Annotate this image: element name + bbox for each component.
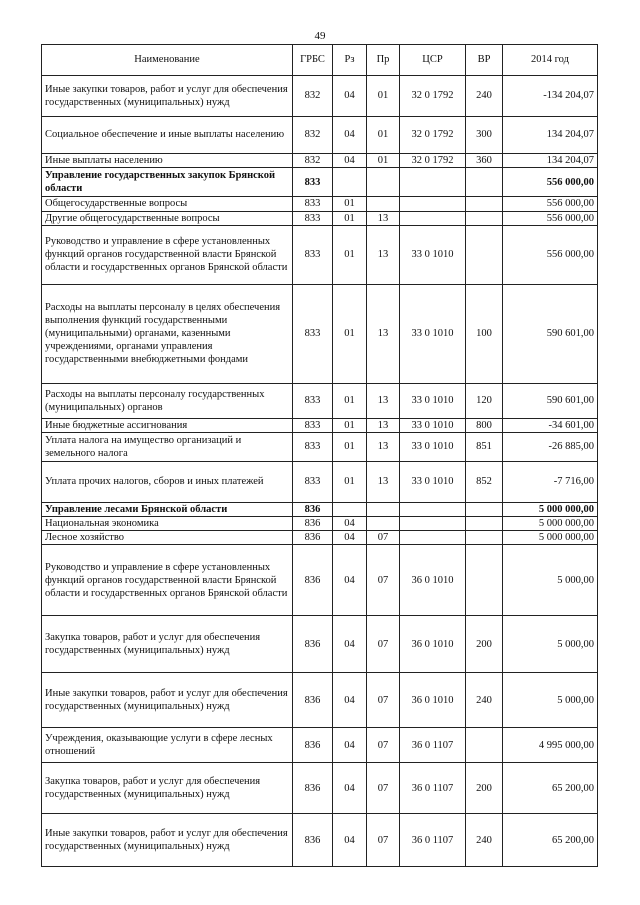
cell-name: Закупка товаров, работ и услуг для обеспечения государственных (муниципальных) нужд [42, 616, 293, 673]
budget-table [41, 44, 598, 867]
table-row [42, 545, 598, 616]
cell-grbs: 833 [293, 197, 333, 211]
cell-amount: 556 000,00 [503, 197, 598, 211]
cell-pr: 13 [367, 418, 400, 432]
cell-pr [367, 517, 400, 531]
cell-grbs: 836 [293, 503, 333, 517]
cell-rz: 04 [333, 531, 367, 545]
cell-rz: 04 [333, 517, 367, 531]
cell-amount: -7 716,00 [503, 462, 598, 503]
table-row [42, 531, 598, 545]
table-row [42, 168, 598, 197]
cell-grbs: 836 [293, 545, 333, 616]
cell-pr [367, 168, 400, 197]
cell-vr: 240 [466, 814, 503, 867]
cell-vr: 240 [466, 673, 503, 728]
table-row [42, 284, 598, 383]
col-header-grbs: ГРБС [293, 45, 333, 76]
cell-rz [333, 503, 367, 517]
cell-amount: 4 995 000,00 [503, 728, 598, 763]
cell-rz: 04 [333, 814, 367, 867]
cell-name: Закупка товаров, работ и услуг для обеспечения государственных (муниципальных) нужд [42, 763, 293, 814]
cell-grbs: 833 [293, 168, 333, 197]
cell-pr: 13 [367, 462, 400, 503]
cell-pr: 07 [367, 728, 400, 763]
table-row [42, 673, 598, 728]
cell-amount: 134 204,07 [503, 117, 598, 154]
cell-vr [466, 211, 503, 225]
cell-csr: 32 0 1792 [400, 76, 466, 117]
cell-csr [400, 168, 466, 197]
cell-vr [466, 225, 503, 284]
cell-amount: -34 601,00 [503, 418, 598, 432]
cell-vr: 200 [466, 616, 503, 673]
cell-name: Национальная экономика [42, 517, 293, 531]
cell-grbs: 833 [293, 462, 333, 503]
cell-name: Учреждения, оказывающие услуги в сфере лесных отношений [42, 728, 293, 763]
cell-rz: 01 [333, 211, 367, 225]
cell-grbs: 832 [293, 117, 333, 154]
cell-rz: 01 [333, 418, 367, 432]
cell-grbs: 836 [293, 673, 333, 728]
cell-amount: 65 200,00 [503, 763, 598, 814]
cell-pr: 13 [367, 383, 400, 418]
cell-grbs: 833 [293, 418, 333, 432]
cell-amount: 590 601,00 [503, 383, 598, 418]
cell-vr [466, 531, 503, 545]
cell-grbs: 832 [293, 76, 333, 117]
cell-pr: 01 [367, 76, 400, 117]
cell-rz: 01 [333, 462, 367, 503]
cell-csr: 36 0 1107 [400, 763, 466, 814]
cell-amount: 590 601,00 [503, 284, 598, 383]
table-row [42, 432, 598, 461]
col-header-pr: Пр [367, 45, 400, 76]
cell-name: Расходы на выплаты персоналу в целях обеспечения выполнения функций государственными (муниципальными) органами, казенными учреждениями, органами управления государственными внебюджетными фондами [42, 284, 293, 383]
cell-amount: 5 000 000,00 [503, 517, 598, 531]
table-row [42, 211, 598, 225]
cell-grbs: 833 [293, 284, 333, 383]
cell-pr: 07 [367, 616, 400, 673]
cell-rz [333, 168, 367, 197]
cell-csr [400, 517, 466, 531]
cell-csr: 33 0 1010 [400, 383, 466, 418]
cell-grbs: 836 [293, 728, 333, 763]
cell-grbs: 836 [293, 763, 333, 814]
table-row [42, 814, 598, 867]
cell-csr: 36 0 1010 [400, 673, 466, 728]
table-row [42, 76, 598, 117]
cell-pr [367, 197, 400, 211]
cell-grbs: 832 [293, 154, 333, 168]
cell-name: Иные закупки товаров, работ и услуг для обеспечения государственных (муниципальных) нужд [42, 814, 293, 867]
cell-amount: 134 204,07 [503, 154, 598, 168]
cell-vr: 360 [466, 154, 503, 168]
cell-name: Социальное обеспечение и иные выплаты населению [42, 117, 293, 154]
cell-csr [400, 531, 466, 545]
cell-name: Уплата прочих налогов, сборов и иных платежей [42, 462, 293, 503]
cell-vr [466, 503, 503, 517]
cell-csr: 33 0 1010 [400, 462, 466, 503]
cell-vr [466, 168, 503, 197]
cell-grbs: 836 [293, 616, 333, 673]
cell-amount: 5 000,00 [503, 673, 598, 728]
cell-pr: 07 [367, 763, 400, 814]
cell-pr: 01 [367, 154, 400, 168]
cell-name: Управление лесами Брянской области [42, 503, 293, 517]
col-header-vr: ВР [466, 45, 503, 76]
cell-vr [466, 728, 503, 763]
cell-name: Другие общегосударственные вопросы [42, 211, 293, 225]
cell-vr: 120 [466, 383, 503, 418]
cell-csr: 36 0 1010 [400, 545, 466, 616]
cell-vr [466, 197, 503, 211]
cell-name: Иные выплаты населению [42, 154, 293, 168]
cell-grbs: 836 [293, 814, 333, 867]
cell-amount: 556 000,00 [503, 225, 598, 284]
cell-name: Иные закупки товаров, работ и услуг для обеспечения государственных (муниципальных) нужд [42, 673, 293, 728]
cell-vr: 852 [466, 462, 503, 503]
cell-amount: 65 200,00 [503, 814, 598, 867]
cell-vr: 200 [466, 763, 503, 814]
page-number: 49 [314, 30, 326, 42]
table-row [42, 154, 598, 168]
cell-csr [400, 197, 466, 211]
cell-vr: 240 [466, 76, 503, 117]
cell-rz: 04 [333, 117, 367, 154]
cell-amount: 5 000 000,00 [503, 503, 598, 517]
cell-rz: 04 [333, 616, 367, 673]
cell-csr: 33 0 1010 [400, 284, 466, 383]
table-header-row [42, 45, 598, 76]
cell-pr: 13 [367, 211, 400, 225]
cell-csr: 36 0 1010 [400, 616, 466, 673]
cell-pr: 13 [367, 432, 400, 461]
cell-amount: 556 000,00 [503, 168, 598, 197]
cell-csr [400, 211, 466, 225]
cell-rz: 04 [333, 545, 367, 616]
cell-csr: 32 0 1792 [400, 154, 466, 168]
table-row [42, 616, 598, 673]
cell-amount: 5 000,00 [503, 616, 598, 673]
cell-name: Управление государственных закупок Брянской области [42, 168, 293, 197]
cell-rz: 04 [333, 763, 367, 814]
cell-vr: 300 [466, 117, 503, 154]
cell-pr: 13 [367, 225, 400, 284]
table-row [42, 517, 598, 531]
cell-grbs: 836 [293, 517, 333, 531]
cell-rz: 01 [333, 383, 367, 418]
cell-amount: 556 000,00 [503, 211, 598, 225]
cell-rz: 01 [333, 197, 367, 211]
cell-amount: 5 000 000,00 [503, 531, 598, 545]
col-header-name: Наименование [42, 45, 293, 76]
cell-name: Уплата налога на имущество организаций и земельного налога [42, 432, 293, 461]
cell-grbs: 833 [293, 225, 333, 284]
table-row [42, 225, 598, 284]
cell-rz: 04 [333, 76, 367, 117]
cell-name: Иные бюджетные ассигнования [42, 418, 293, 432]
table-row [42, 462, 598, 503]
cell-csr: 33 0 1010 [400, 418, 466, 432]
cell-rz: 01 [333, 284, 367, 383]
cell-csr: 36 0 1107 [400, 814, 466, 867]
cell-pr [367, 503, 400, 517]
cell-csr [400, 503, 466, 517]
cell-rz: 04 [333, 154, 367, 168]
cell-name: Руководство и управление в сфере установленных функций органов государственной власти Брянской области и государственных органов Брянской области [42, 225, 293, 284]
cell-pr: 07 [367, 814, 400, 867]
cell-grbs: 833 [293, 432, 333, 461]
cell-csr: 36 0 1107 [400, 728, 466, 763]
cell-rz: 04 [333, 728, 367, 763]
cell-grbs: 833 [293, 211, 333, 225]
table-row [42, 117, 598, 154]
table-row [42, 503, 598, 517]
cell-pr: 07 [367, 673, 400, 728]
cell-name: Общегосударственные вопросы [42, 197, 293, 211]
cell-grbs: 833 [293, 383, 333, 418]
cell-pr: 07 [367, 531, 400, 545]
cell-vr [466, 517, 503, 531]
col-header-rz: Рз [333, 45, 367, 76]
cell-vr: 100 [466, 284, 503, 383]
cell-name: Руководство и управление в сфере установленных функций органов государственной власти Брянской области и государственных органов Брянской области [42, 545, 293, 616]
table-row [42, 763, 598, 814]
cell-amount: -134 204,07 [503, 76, 598, 117]
cell-csr: 33 0 1010 [400, 432, 466, 461]
cell-rz: 01 [333, 225, 367, 284]
col-header-csr: ЦСР [400, 45, 466, 76]
cell-rz: 01 [333, 432, 367, 461]
table-row [42, 418, 598, 432]
cell-rz: 04 [333, 673, 367, 728]
table-row [42, 383, 598, 418]
cell-amount: 5 000,00 [503, 545, 598, 616]
table-row [42, 728, 598, 763]
cell-csr: 32 0 1792 [400, 117, 466, 154]
cell-grbs: 836 [293, 531, 333, 545]
cell-name: Иные закупки товаров, работ и услуг для обеспечения государственных (муниципальных) нужд [42, 76, 293, 117]
table-row [42, 197, 598, 211]
col-header-year: 2014 год [503, 45, 598, 76]
table-body [42, 76, 598, 867]
cell-vr: 800 [466, 418, 503, 432]
cell-pr: 07 [367, 545, 400, 616]
cell-name: Расходы на выплаты персоналу государственных (муниципальных) органов [42, 383, 293, 418]
cell-vr [466, 545, 503, 616]
cell-vr: 851 [466, 432, 503, 461]
cell-amount: -26 885,00 [503, 432, 598, 461]
cell-name: Лесное хозяйство [42, 531, 293, 545]
cell-pr: 01 [367, 117, 400, 154]
cell-pr: 13 [367, 284, 400, 383]
cell-csr: 33 0 1010 [400, 225, 466, 284]
